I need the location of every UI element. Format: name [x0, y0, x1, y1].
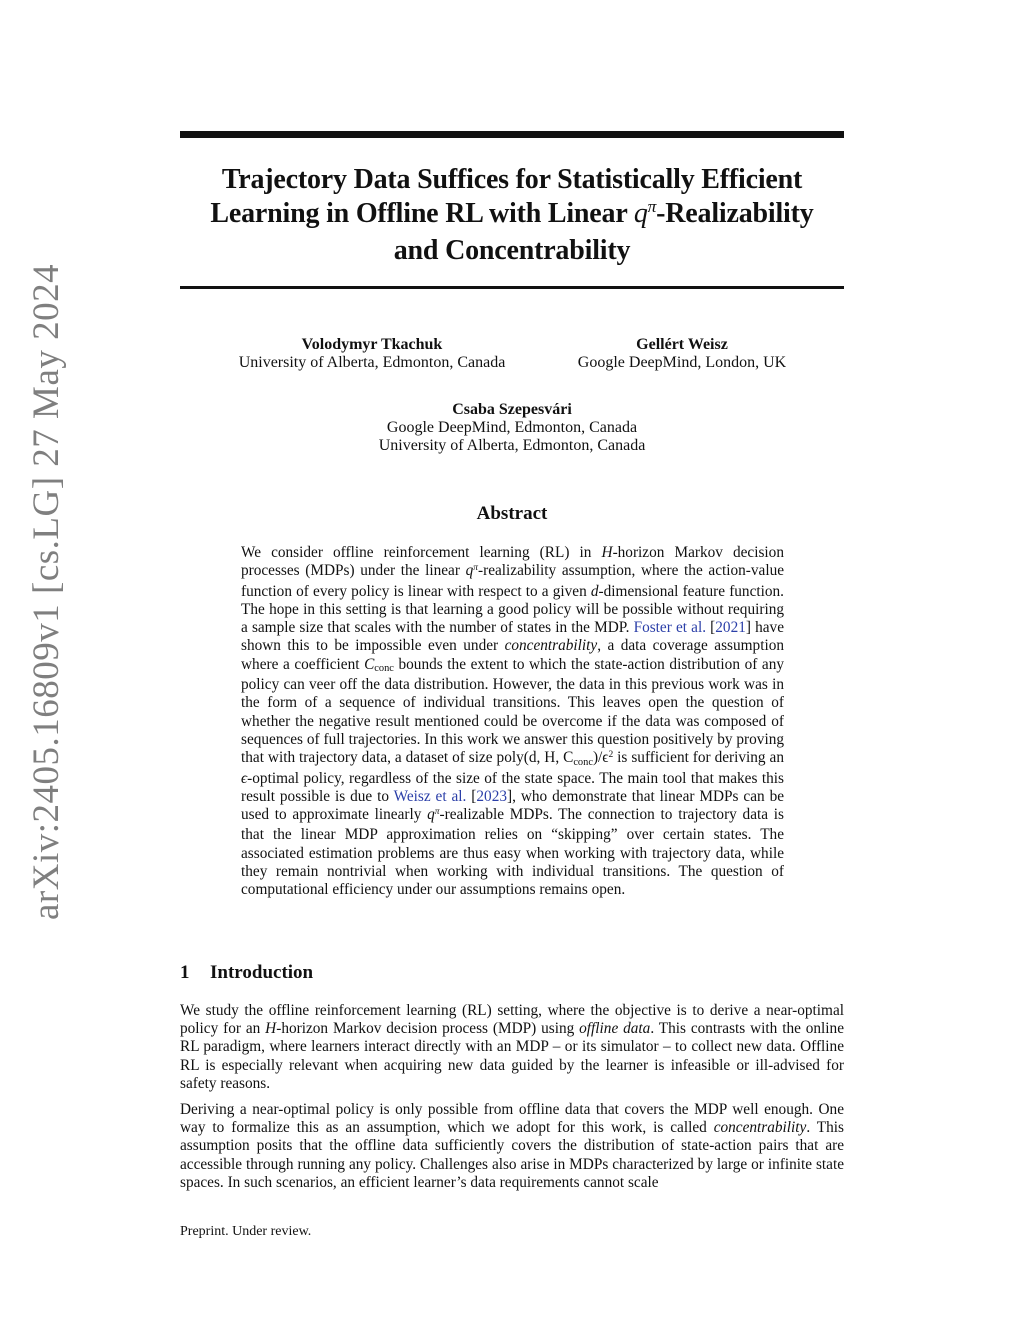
title-text: -Realizability [656, 198, 814, 229]
math-pi: π [473, 563, 479, 574]
math-exponent: 2 [608, 750, 614, 761]
abstract-paragraph [241, 544, 784, 900]
paper-title [180, 163, 844, 268]
section-heading [180, 962, 313, 984]
author-name: Gellért Weisz [636, 336, 728, 353]
author-block [562, 336, 802, 372]
title-top-rule [180, 131, 844, 138]
abstract-text: -realizability assumption, where the action-value function of every policy is linear with respect to a given [241, 562, 785, 600]
body-text: We study the offline reinforcement learning (RL) setting, where the objective is to derive a near-optimal policy for an [180, 1002, 844, 1038]
abstract-text: -realizable MDPs. The connection to trajectory data is that the linear MDP approximation relies on “skipping” over certain states. The associated estimation problems are thus easy when working with trajectory data, while they remain nontrivial when working with individual transitions. The question of computational efficiency under our assumptions remains open. [241, 806, 784, 899]
math-pi: π [647, 197, 657, 217]
citation-bracket: ] [745, 619, 751, 637]
author-affiliation: Google DeepMind, London, UK [577, 354, 787, 371]
abstract-heading: Abstract [476, 503, 548, 524]
title-line-3: and Concentrability [393, 235, 631, 266]
citation-year-link[interactable]: 2021 [715, 619, 746, 637]
emphasis-term: offline data [579, 1020, 651, 1038]
math-q: q [633, 198, 648, 229]
author-affiliation: University of Alberta, Edmonton, Canada [238, 354, 506, 371]
section-number: 1 [180, 962, 190, 983]
author-name: Volodymyr Tkachuk [301, 336, 443, 353]
title-line-1: Trajectory Data Suffices for Statistically Efficient [221, 164, 803, 195]
body-text: . This assumption posits that the offline data sufficiently covers the distribution of state-action pairs that are accessible through running any policy. Challenges also arise in MDPs characterized by large or infinite state spaces. In such scenarios, an efficient learner’s data requirements cannot scale [180, 1119, 844, 1191]
abstract-text: , who demonstrate that linear MDPs can be used to approximate linearly [241, 787, 785, 824]
abstract-text: -optimal policy, regardless of the size of the state space. The main tool that makes this result possible is due to [241, 769, 784, 805]
math-q: q [427, 806, 435, 824]
author-affiliation: University of Alberta, Edmonton, Canada [378, 437, 646, 454]
author-name: Csaba Szepesvári [452, 401, 572, 418]
title-bottom-rule [180, 286, 844, 289]
math-H: H [265, 1020, 277, 1038]
abstract-text: bounds the extent to which the state-action distribution of any policy can veer off the data distribution. However, the data in this previous work was in the form of a sequence of individual transitions. This leaves open the question of whether the negative result mentioned could be overcome if the data was composed of sequences of full trajectories. In this work we answer this question positively by proving that with trajectory data, a dataset of size [241, 655, 784, 767]
intro-body [180, 1002, 844, 1200]
author-block [222, 336, 522, 372]
citation-year-link[interactable]: 2023 [476, 787, 507, 805]
math-C: C [364, 655, 375, 673]
math-H: H [601, 544, 613, 561]
abstract-text: -dimensional feature function. The hope in this setting is that learning a good policy will be possible without requiring a sample size that scales with the number of states in the MDP. [241, 582, 784, 637]
math-epsilon: ϵ [241, 769, 248, 787]
math-poly: )/ϵ [592, 749, 609, 767]
abstract-text: , a data coverage assumption where a coefficient [241, 637, 784, 673]
title-text: Learning in Offline RL with Linear [210, 198, 634, 229]
emphasis-term: concentrability [713, 1119, 807, 1137]
body-text: -horizon Markov decision process (MDP) using [276, 1020, 580, 1038]
author-block [362, 401, 662, 455]
citation-bracket: [ [466, 787, 477, 805]
body-text: . This contrasts with the online RL paradigm, where learners interact directly with an MDP – or its simulator – to collect new data. Offline RL is especially relevant when acquiring new data guided by the learner is infeasible or ill-advised for safety reasons. [180, 1020, 844, 1092]
citation-bracket: [ [706, 619, 716, 637]
abstract-text: have shown this to be impossible even under [241, 619, 784, 655]
math-poly: poly(d, H, C [496, 749, 574, 767]
emphasis-term: concentrability [504, 637, 598, 655]
footer-note: Preprint. Under review. [180, 1224, 312, 1239]
abstract-text: -horizon Markov decision processes (MDPs) under the linear [241, 544, 784, 580]
math-subscript: conc [374, 663, 394, 675]
math-d: d [590, 582, 599, 600]
citation-link-foster[interactable]: Foster et al. [633, 619, 707, 637]
intro-paragraph [180, 1002, 844, 1093]
math-q: q [465, 562, 474, 580]
math-subscript: conc [573, 756, 593, 768]
author-affiliation: Google DeepMind, Edmonton, Canada [386, 419, 638, 436]
citation-bracket: ] [507, 787, 513, 805]
intro-paragraph [180, 1101, 844, 1192]
title-line-2 [180, 197, 844, 234]
section-title: Introduction [210, 962, 314, 983]
abstract-body [241, 544, 784, 900]
body-text: Deriving a near-optimal policy is only possible from offline data that covers the MDP well enough. One way to formalize this as an assumption, which we adopt for this work, is called [180, 1101, 844, 1137]
abstract-text: We consider offline reinforcement learning (RL) in [241, 544, 602, 561]
arxiv-identifier: arXiv:2405.16809v1 [cs.LG] 27 May 2024 [26, 263, 67, 920]
citation-link-weisz[interactable]: Weisz et al. [393, 787, 467, 805]
abstract-text: is sufficient for deriving an [613, 749, 784, 767]
math-pi: π [434, 806, 440, 817]
